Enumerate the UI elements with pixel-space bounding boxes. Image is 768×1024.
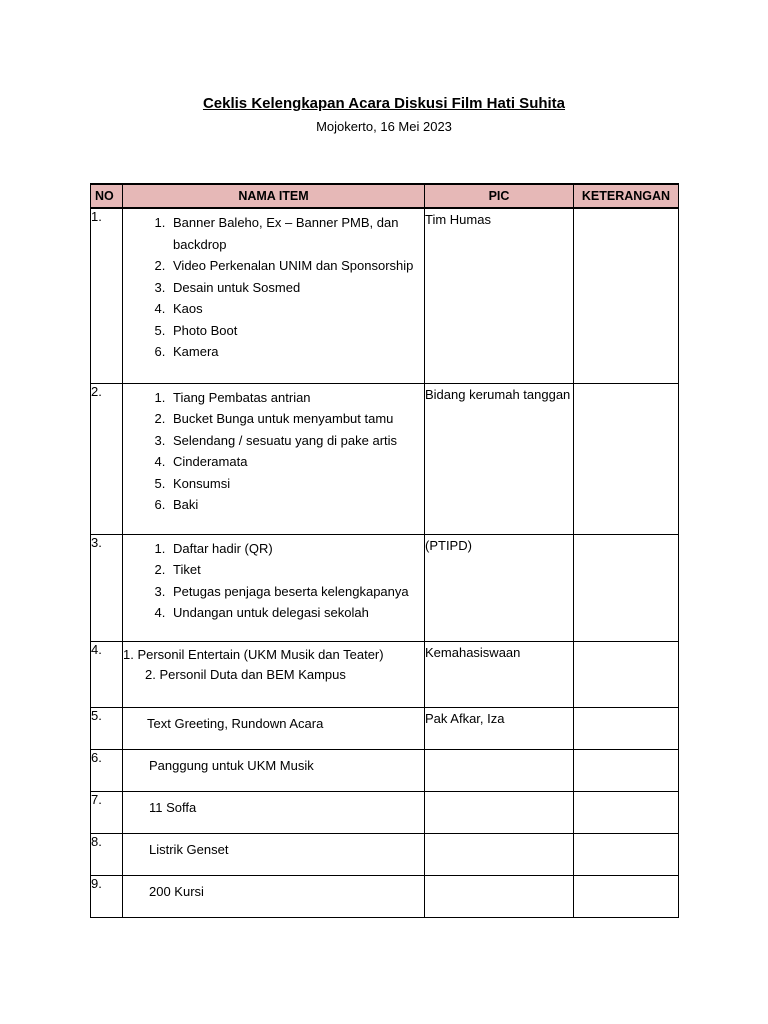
keterangan-cell bbox=[574, 208, 679, 383]
pic-cell: Bidang kerumah tanggan bbox=[425, 383, 574, 534]
item-text: 200 Kursi bbox=[149, 883, 204, 899]
header-no: NO bbox=[91, 184, 123, 208]
list-item: 3. Selendang / sesuatu yang di pake artis bbox=[169, 430, 424, 452]
list-item: 4. Kaos bbox=[169, 298, 424, 320]
row-number: 2. bbox=[91, 383, 123, 534]
table-row bbox=[91, 833, 679, 875]
list-item: 2. Tiket bbox=[169, 559, 424, 581]
item-text: Panggung untuk UKM Musik bbox=[149, 757, 314, 773]
row-number: 6. bbox=[91, 749, 123, 791]
keterangan-cell bbox=[574, 749, 679, 791]
table-header-row bbox=[91, 184, 679, 208]
item-cell bbox=[123, 707, 425, 749]
list-item: 4. Cinderamata bbox=[169, 451, 424, 473]
list-item: 6. Kamera bbox=[169, 341, 424, 363]
header-nama-item: NAMA ITEM bbox=[123, 184, 425, 208]
item-cell bbox=[123, 833, 425, 875]
checklist-table bbox=[90, 183, 679, 918]
list-item: 3. Petugas penjaga beserta kelengkapanya bbox=[169, 581, 424, 603]
list-item: 5. Konsumsi bbox=[169, 473, 424, 495]
row-number: 4. bbox=[91, 641, 123, 707]
keterangan-cell bbox=[574, 875, 679, 917]
list-item: 1. Personil Entertain (UKM Musik dan Teater) bbox=[123, 646, 384, 662]
list-item: 3. Desain untuk Sosmed bbox=[169, 277, 424, 299]
keterangan-cell bbox=[574, 791, 679, 833]
list-item: 4. Undangan untuk delegasi sekolah bbox=[169, 602, 424, 624]
row-number: 7. bbox=[91, 791, 123, 833]
list-item: 2. Personil Duta dan BEM Kampus bbox=[145, 666, 346, 682]
list-item: 2. Bucket Bunga untuk menyambut tamu bbox=[169, 408, 424, 430]
item-list bbox=[123, 384, 424, 516]
list-item: 1. Tiang Pembatas antrian bbox=[169, 387, 424, 409]
item-cell bbox=[123, 534, 425, 641]
pic-cell: Tim Humas bbox=[425, 208, 574, 383]
keterangan-cell bbox=[574, 833, 679, 875]
row-number: 1. bbox=[91, 208, 123, 383]
header-keterangan: KETERANGAN bbox=[574, 184, 679, 208]
row-number: 8. bbox=[91, 833, 123, 875]
list-item: 6. Baki bbox=[169, 494, 424, 516]
table-row bbox=[91, 707, 679, 749]
row-number: 5. bbox=[91, 707, 123, 749]
item-list bbox=[123, 209, 424, 363]
pic-cell bbox=[425, 875, 574, 917]
pic-cell: (PTIPD) bbox=[425, 534, 574, 641]
pic-cell bbox=[425, 833, 574, 875]
table-row bbox=[91, 749, 679, 791]
row-number: 9. bbox=[91, 875, 123, 917]
pic-cell bbox=[425, 749, 574, 791]
row-number: 3. bbox=[91, 534, 123, 641]
table-row bbox=[91, 875, 679, 917]
item-cell bbox=[123, 875, 425, 917]
table-row bbox=[91, 383, 679, 534]
item-cell bbox=[123, 641, 425, 707]
keterangan-cell bbox=[574, 707, 679, 749]
document-title: Ceklis Kelengkapan Acara Diskusi Film Hati Suhita bbox=[202, 95, 566, 112]
pic-cell: Kemahasiswaan bbox=[425, 641, 574, 707]
pic-cell bbox=[425, 791, 574, 833]
table-row bbox=[91, 791, 679, 833]
keterangan-cell bbox=[574, 641, 679, 707]
item-text: Listrik Genset bbox=[149, 841, 229, 857]
keterangan-cell bbox=[574, 383, 679, 534]
list-item: 1. Daftar hadir (QR) bbox=[169, 538, 424, 560]
list-item: 1. Banner Baleho, Ex – Banner PMB, dan backdrop bbox=[169, 212, 424, 255]
item-cell bbox=[123, 208, 425, 383]
document-subtitle: Mojokerto, 16 Mei 2023 bbox=[316, 119, 452, 134]
item-cell bbox=[123, 749, 425, 791]
table-row bbox=[91, 534, 679, 641]
table-row bbox=[91, 641, 679, 707]
list-item: 2. Video Perkenalan UNIM dan Sponsorship bbox=[169, 255, 424, 277]
list-item: 5. Photo Boot bbox=[169, 320, 424, 342]
item-text: 11 Soffa bbox=[149, 799, 197, 815]
item-text: Text Greeting, Rundown Acara bbox=[147, 715, 324, 731]
pic-cell: Pak Afkar, Iza bbox=[425, 707, 574, 749]
table-row bbox=[91, 208, 679, 383]
item-cell bbox=[123, 791, 425, 833]
keterangan-cell bbox=[574, 534, 679, 641]
header-pic: PIC bbox=[425, 184, 574, 208]
item-list bbox=[123, 535, 424, 624]
item-cell bbox=[123, 383, 425, 534]
